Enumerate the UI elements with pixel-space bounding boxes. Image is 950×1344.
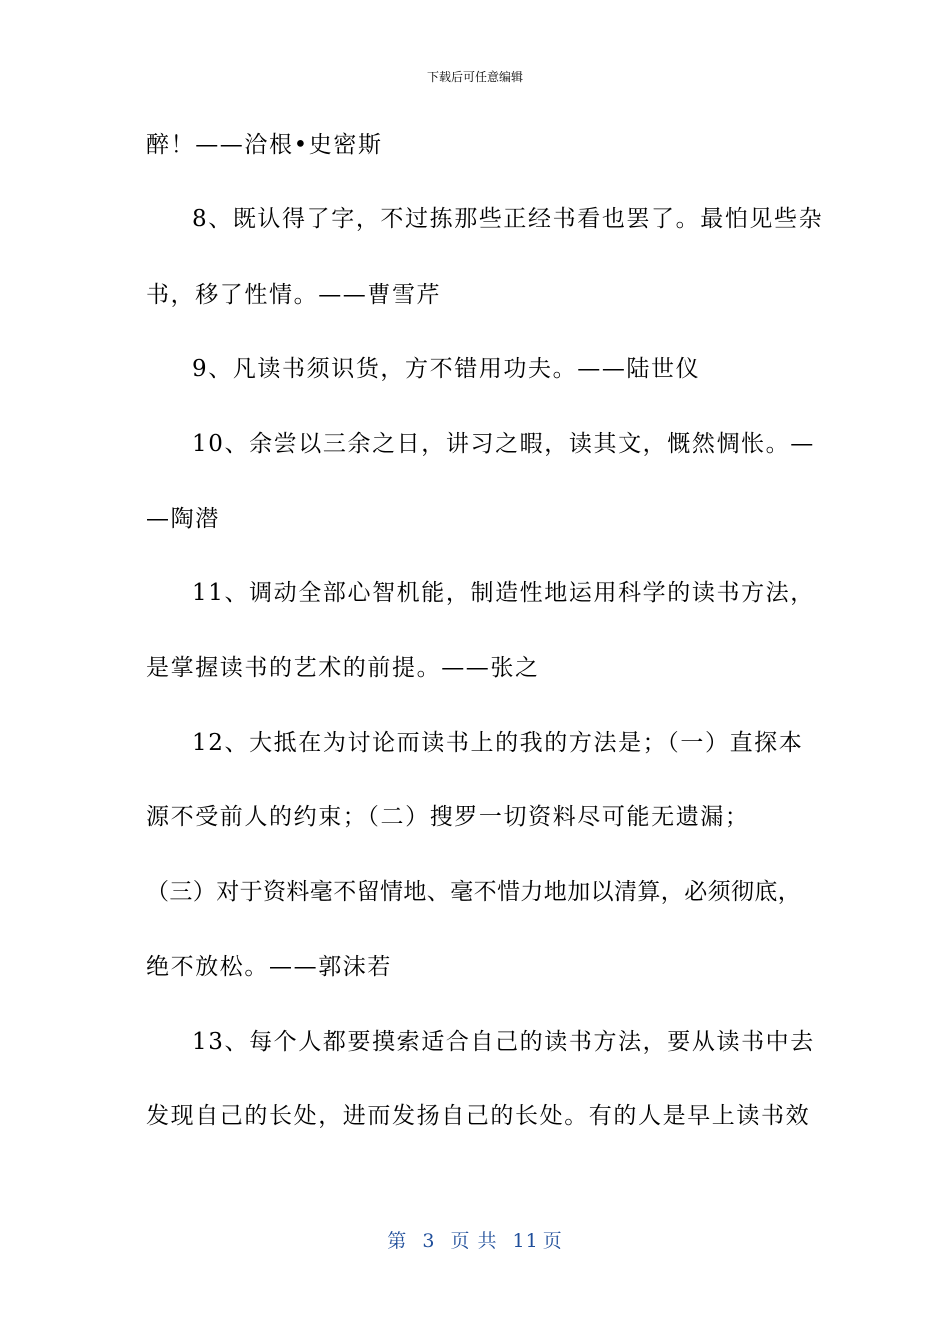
total-pages-number: 11 (512, 1230, 539, 1252)
text-line: —陶潜 (146, 506, 220, 532)
text-line: 10、余尝以三余之日，讲习之暇，读其文，慨然惆怅。— (192, 431, 815, 457)
current-page-number: 3 (422, 1230, 436, 1252)
text-line: 绝不放松。——郭沫若 (146, 954, 392, 980)
text-line: 13、每个人都要摸索适合自己的读书方法，要从读书中去 (192, 1029, 815, 1055)
text-line: 醉！——洽根•史密斯 (146, 132, 383, 158)
text-line: 书，移了性情。——曹雪芹 (146, 282, 442, 308)
text-line: 9、凡读书须识货，方不错用功夫。——陆世仪 (192, 356, 701, 382)
text-line: 发现自己的长处，进而发扬自己的长处。有的人是早上读书效 (146, 1103, 811, 1129)
footer-middle: 页 共 (450, 1230, 498, 1252)
text-line: （三）对于资料毫不留情地、毫不惜力地加以清算，必须彻底， (146, 879, 802, 905)
text-line: 12、大抵在为讨论而读书上的我的方法是；（一）直探本 (192, 730, 804, 756)
text-line: 11、调动全部心智机能，制造性地运用科学的读书方法， (192, 580, 815, 606)
page-footer (0, 1226, 950, 1253)
text-line: 8、既认得了字，不过拣那些正经书看也罢了。最怕见些杂 (192, 206, 824, 232)
page-header: 下载后可任意编辑 (426, 70, 523, 84)
text-line: 源不受前人的约束；（二）搜罗一切资料尽可能无遗漏； (146, 804, 750, 830)
footer-prefix: 第 (387, 1230, 408, 1252)
footer-suffix: 页 (542, 1230, 563, 1252)
text-line: 是掌握读书的艺术的前提。——张之 (146, 655, 540, 681)
